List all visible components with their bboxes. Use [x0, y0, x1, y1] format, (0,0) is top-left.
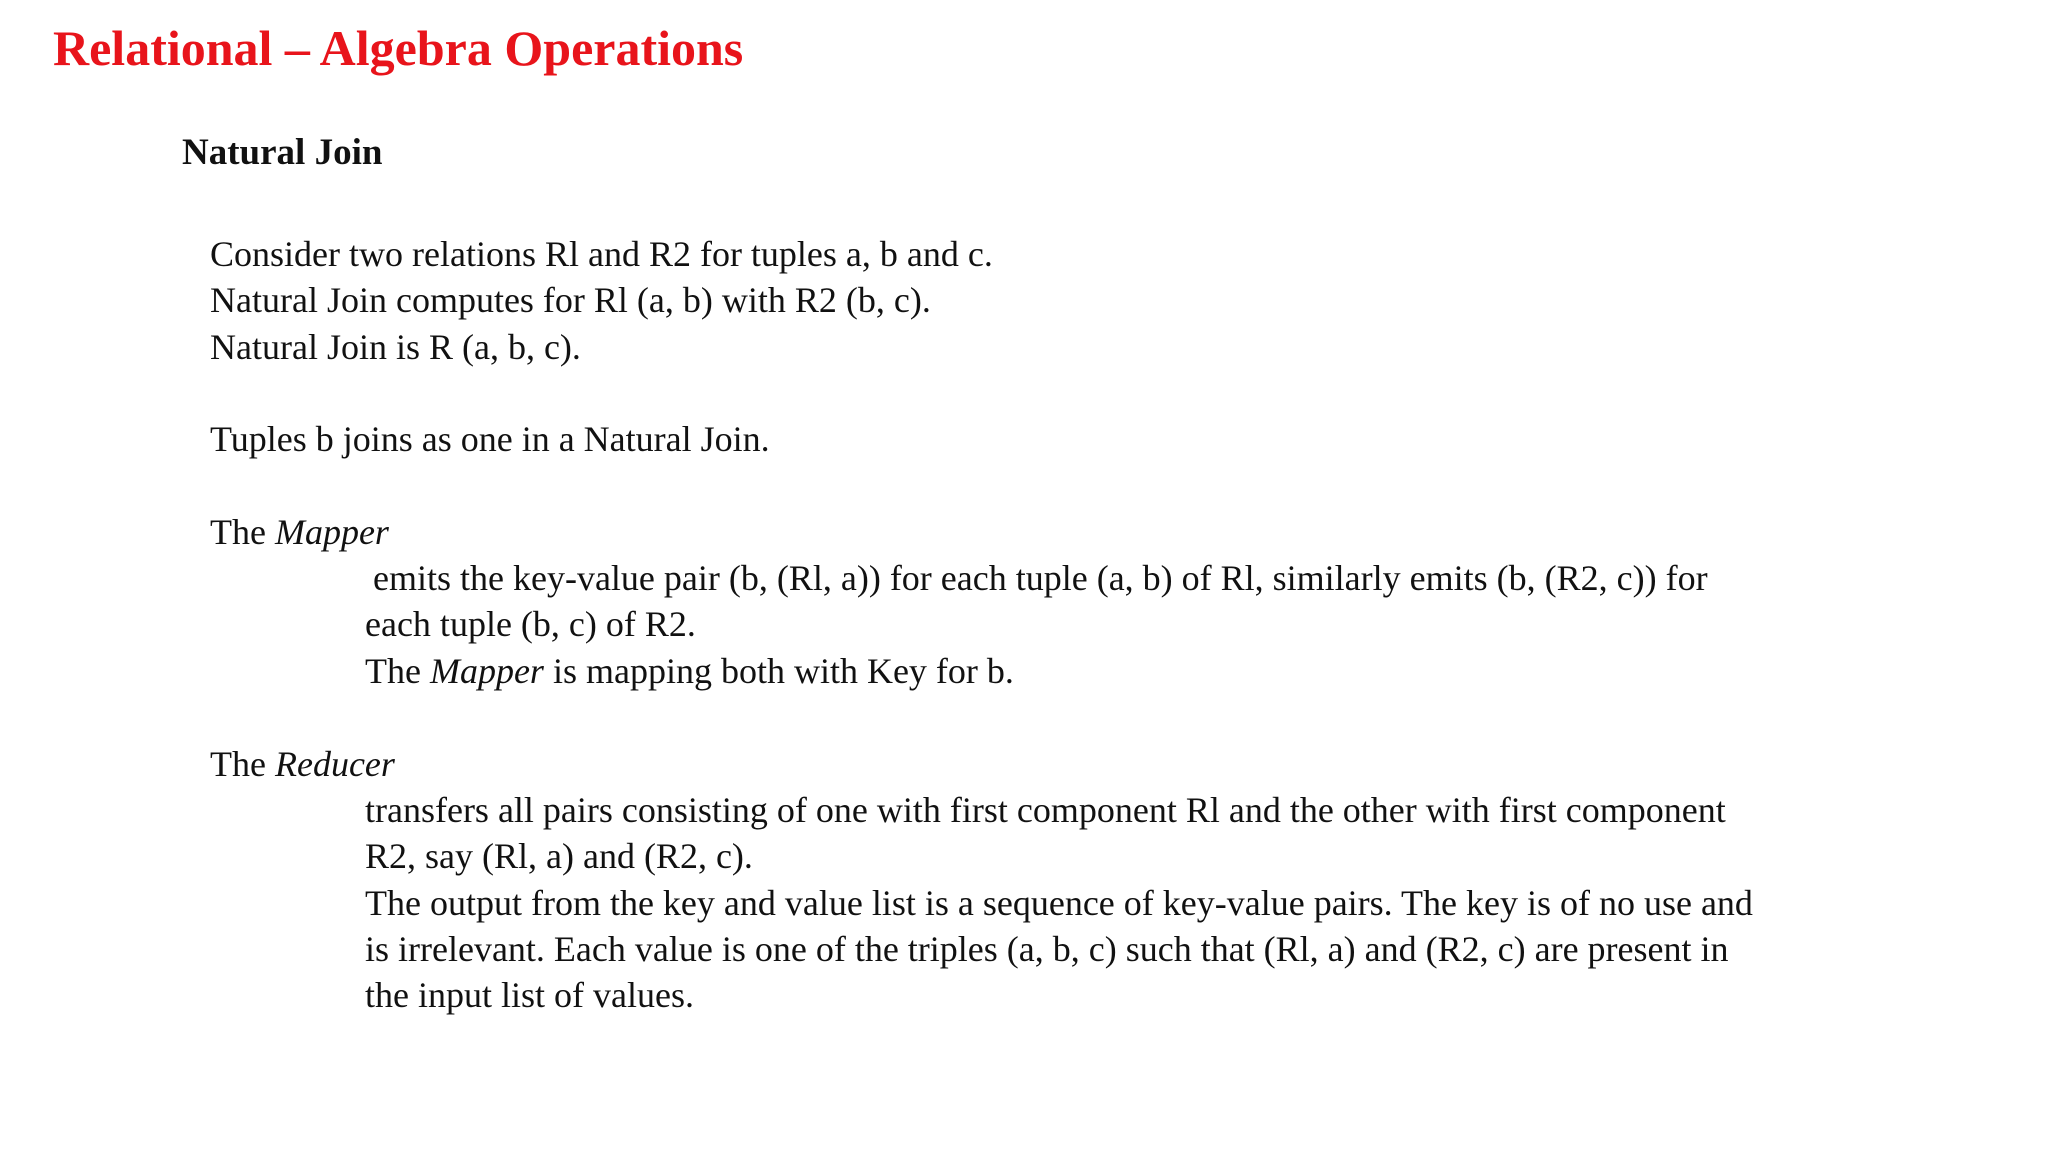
reducer-line-5: the input list of values.	[365, 975, 694, 1015]
section-heading: Natural Join	[182, 132, 383, 173]
reducer-line-4: is irrelevant. Each value is one of the triples (a, b, c) such that (Rl, a) and (R2, c) are present in	[365, 929, 1729, 969]
reducer-line-1: transfers all pairs consisting of one with first component Rl and the other with first component	[365, 790, 1726, 830]
tuples-note: Tuples b joins as one in a Natural Join.	[210, 419, 770, 459]
reducer-line-2: R2, say (Rl, a) and (R2, c).	[365, 836, 753, 876]
mapper-term: Mapper	[274, 512, 389, 552]
mapper-line-3-suffix: is mapping both with Key for b.	[552, 651, 1014, 691]
reducer-heading	[210, 741, 395, 788]
mapper-heading-the: The	[210, 512, 266, 552]
reducer-line-3: The output from the key and value list is a sequence of key-value pairs. The key is of no use and	[365, 883, 1753, 923]
intro-line-1: Consider two relations Rl and R2 for tuples a, b and c.	[210, 234, 993, 274]
intro-line-3: Natural Join is R (a, b, c).	[210, 327, 581, 367]
reducer-heading-the: The	[210, 744, 266, 784]
reducer-term: Reducer	[274, 744, 395, 784]
mapper-line-1: emits the key-value pair (b, (Rl, a)) for each tuple (a, b) of Rl, similarly emits (b, (R2, c)) for	[373, 558, 1708, 598]
mapper-line-3	[365, 648, 1014, 695]
slide-title: Relational – Algebra Operations	[53, 20, 744, 76]
intro-line-2: Natural Join computes for Rl (a, b) with R2 (b, c).	[210, 280, 931, 320]
mapper-term-inline: Mapper	[429, 651, 544, 691]
mapper-line-3-prefix: The	[365, 651, 421, 691]
mapper-heading	[210, 509, 389, 556]
mapper-line-2: each tuple (b, c) of R2.	[365, 604, 696, 644]
